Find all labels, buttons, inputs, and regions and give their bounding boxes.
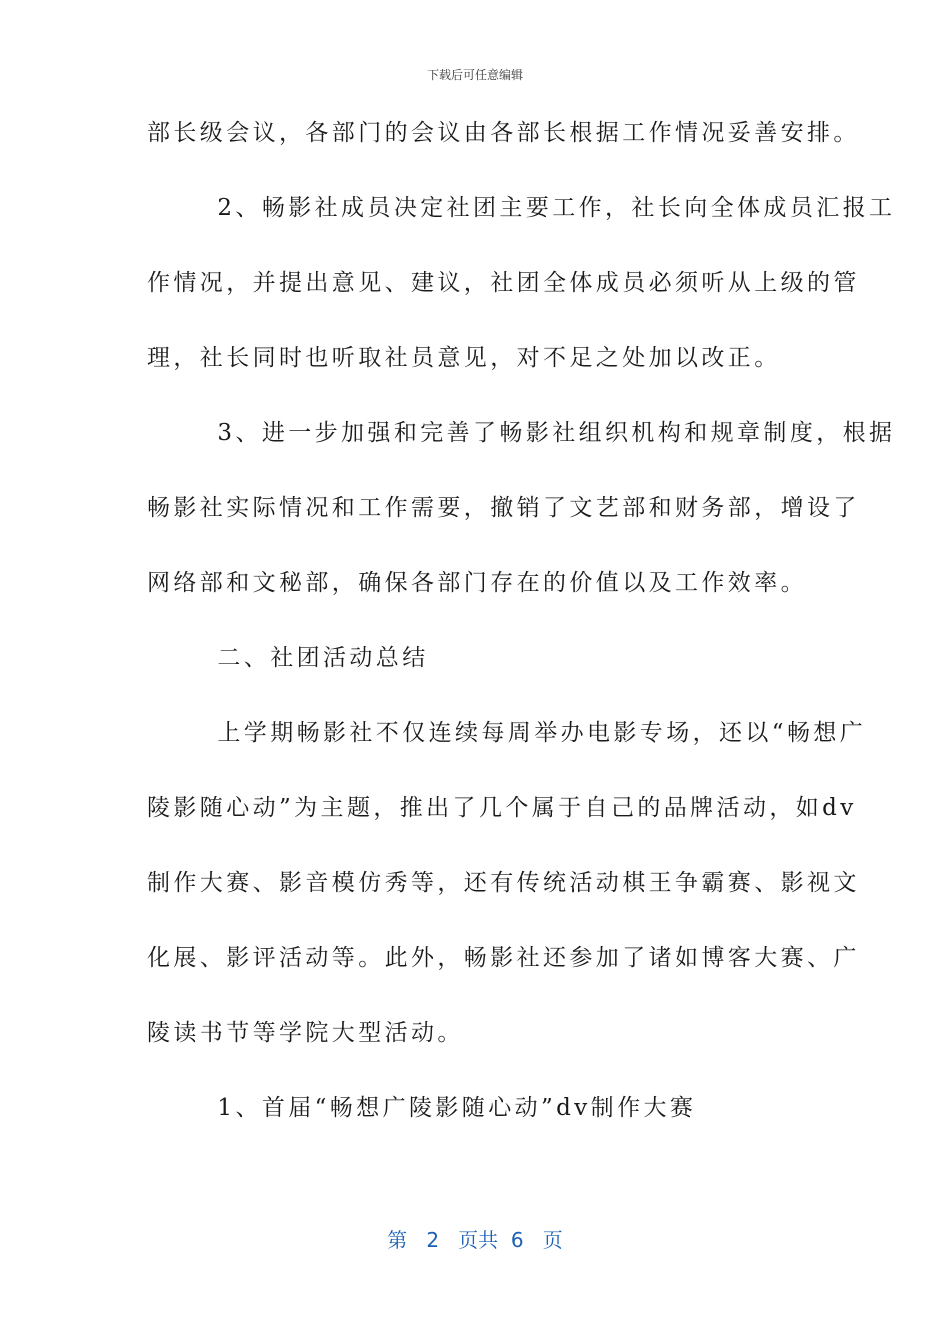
text-line: 陵影随心动”为主题，推出了几个属于自己的品牌活动，如dv: [147, 795, 857, 821]
text-line: 畅影社实际情况和工作需要，撤销了文艺部和财务部，增设了: [147, 495, 860, 521]
text-line: 3、进一步加强和完善了畅影社组织机构和规章制度，根据: [191, 420, 896, 446]
subsection-heading: 1、首届“畅想广陵影随心动”dv制作大赛: [191, 1095, 697, 1121]
text-line: 部长级会议，各部门的会议由各部长根据工作情况妥善安排。: [147, 120, 860, 146]
text-line: 陵读书节等学院大型活动。: [147, 1020, 464, 1046]
footer-total-pages: 6: [510, 1228, 524, 1252]
text-line: 作情况，并提出意见、建议，社团全体成员必须听从上级的管: [147, 270, 860, 296]
text-line: 网络部和文秘部，确保各部门存在的价值以及工作效率。: [147, 570, 807, 596]
text-line: 理，社长同时也听取社员意见，对不足之处加以改正。: [147, 345, 781, 371]
footer-suffix: 页: [542, 1228, 563, 1252]
section-heading: 二、社团活动总结: [191, 645, 429, 671]
text-line: 2、畅影社成员决定社团主要工作，社长向全体成员汇报工: [191, 195, 896, 221]
text-line: 制作大赛、影音模仿秀等，还有传统活动棋王争霸赛、影视文: [147, 870, 860, 896]
footer-page-number: 2: [426, 1228, 440, 1252]
text-line: 化展、影评活动等。此外，畅影社还参加了诸如博客大赛、广: [147, 945, 860, 971]
page-footer: [0, 1224, 950, 1253]
page-header: 下载后可任意编辑: [426, 68, 523, 82]
footer-middle: 页共: [458, 1228, 499, 1252]
footer-prefix: 第: [387, 1228, 408, 1252]
text-line: 上学期畅影社不仅连续每周举办电影专场，还以“畅想广: [191, 720, 867, 746]
